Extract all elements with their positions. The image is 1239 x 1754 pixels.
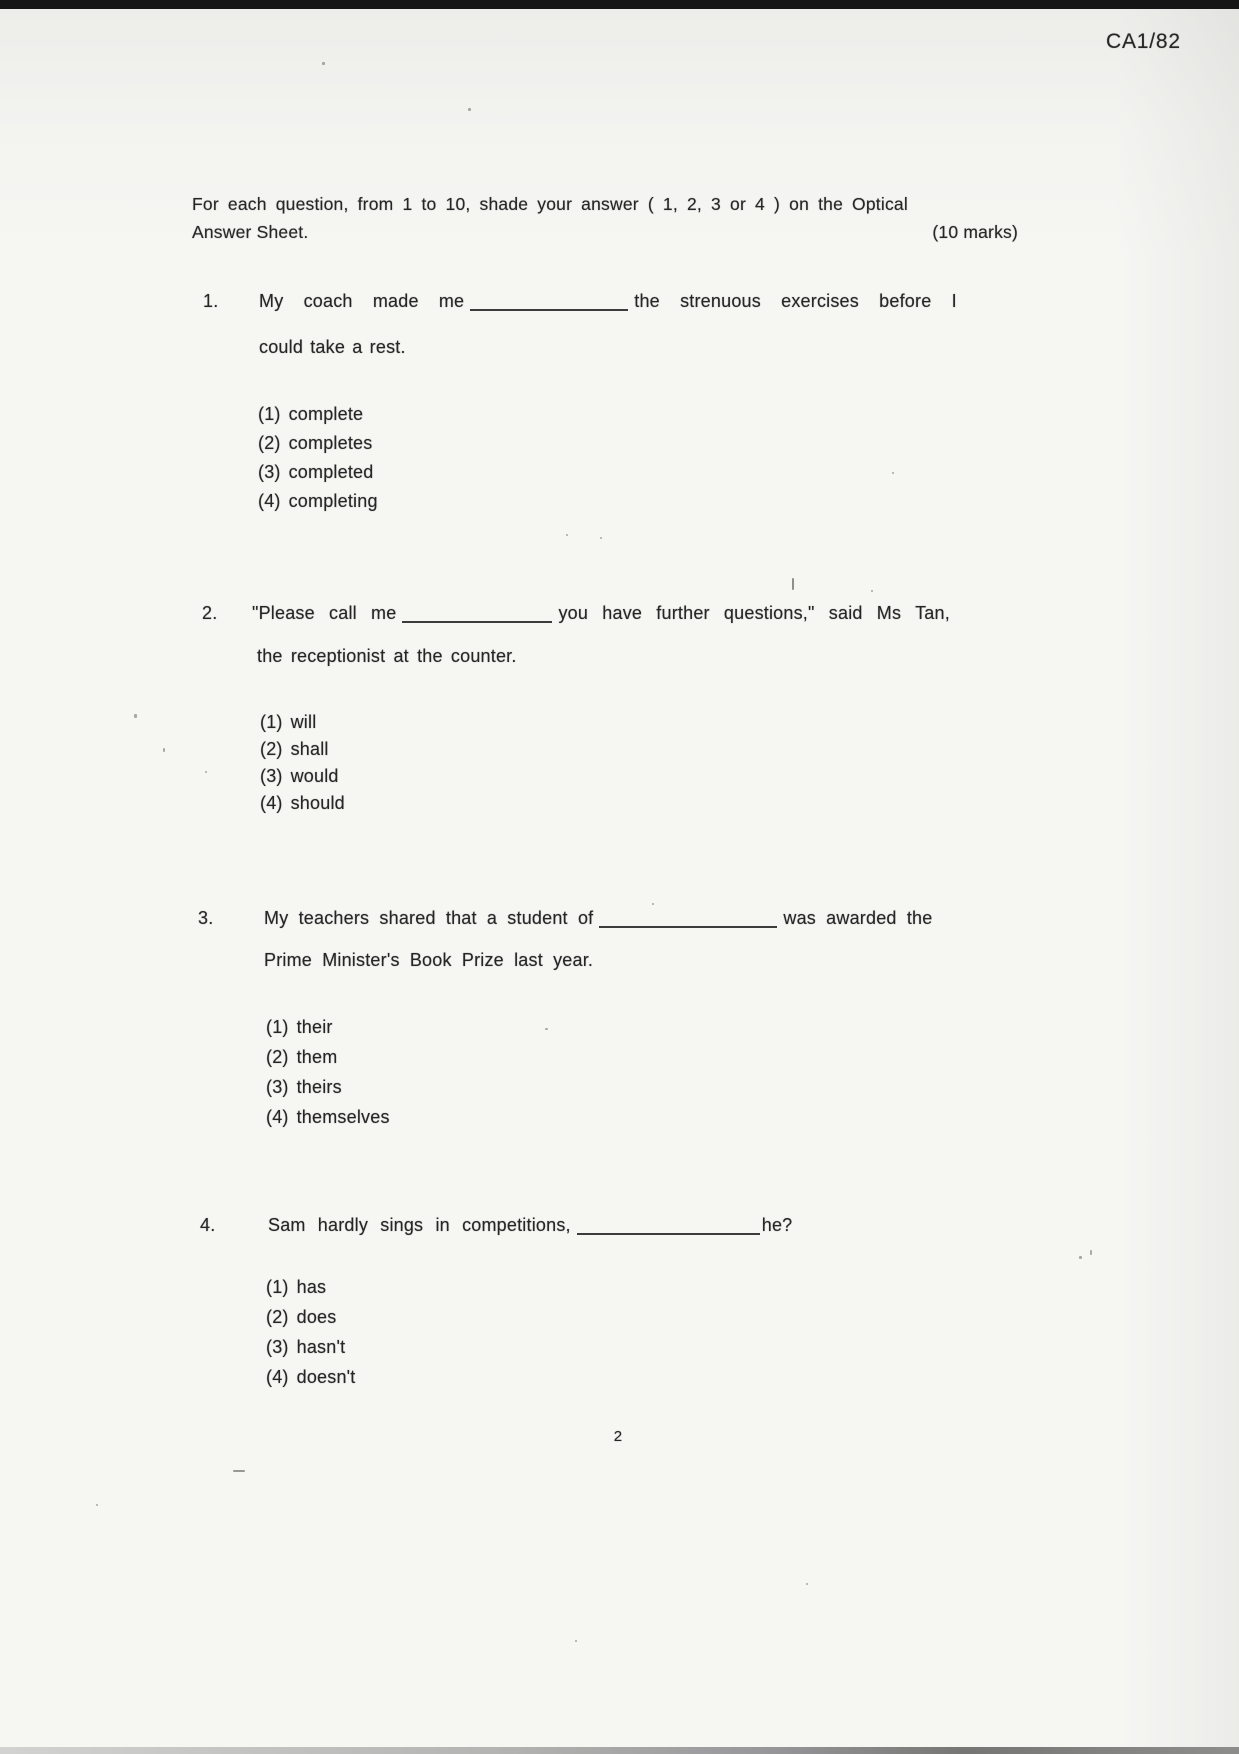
question-text-line2: could take a rest. (259, 337, 406, 357)
option-label: (1) (266, 1277, 289, 1297)
question-text-line1 (259, 291, 957, 312)
scan-speck (892, 472, 894, 474)
option-3 (260, 766, 345, 793)
option-label: (2) (258, 433, 281, 453)
scan-speck (575, 1640, 577, 1642)
option-2 (266, 1307, 356, 1337)
question-text-before-blank: My teachers shared that a student of (264, 908, 594, 928)
option-label: (2) (266, 1047, 289, 1067)
question-text-after-blank: you have further questions," said Ms Tan, (558, 603, 950, 623)
instructions-line1: For each question, from 1 to 10, shade your answer ( 1, 2, 3 or 4 ) on the Optical (192, 194, 908, 214)
option-text: shall (290, 739, 329, 759)
question-text-before-blank: "Please call me (252, 603, 397, 623)
option-4 (266, 1367, 356, 1397)
scan-speck (600, 537, 602, 539)
option-3 (266, 1337, 356, 1367)
option-2 (266, 1047, 390, 1077)
scan-speck (566, 534, 568, 536)
option-label: (4) (266, 1367, 289, 1387)
option-text: does (296, 1307, 337, 1327)
question-number: 3. (198, 908, 214, 928)
option-text: completes (288, 433, 373, 453)
marks-label: (10 marks) (932, 222, 1018, 242)
option-label: (3) (260, 766, 283, 786)
options-list (266, 1017, 390, 1137)
option-label: (3) (266, 1077, 289, 1097)
scan-artifact-bottom-bar (0, 1747, 1239, 1754)
option-text: complete (288, 404, 364, 424)
question-number: 1. (203, 291, 219, 311)
option-text: their (296, 1017, 333, 1037)
question-text-after-blank: he? (761, 1215, 793, 1235)
option-label: (2) (266, 1307, 289, 1327)
option-4 (260, 793, 345, 820)
options-list (266, 1277, 356, 1397)
page-number: 2 (613, 1428, 623, 1445)
paper-code: CA1/82 (1106, 30, 1181, 53)
question-text-line1 (264, 908, 932, 929)
option-label: (1) (258, 404, 281, 424)
scan-speck (792, 578, 794, 590)
question-text-line1 (252, 603, 950, 624)
option-1 (260, 712, 345, 739)
question-text-line1 (268, 1215, 792, 1236)
scan-speck (322, 62, 325, 65)
option-text: them (296, 1047, 338, 1067)
question-text-line2: Prime Minister's Book Prize last year. (264, 950, 594, 970)
question-text-before-blank: Sam hardly sings in competitions, (268, 1215, 571, 1235)
scan-speck (806, 1583, 808, 1585)
scan-speck (96, 1504, 98, 1506)
option-2 (258, 433, 378, 462)
scan-speck (163, 748, 165, 752)
option-text: will (290, 712, 317, 732)
scan-speck (134, 714, 137, 718)
option-text: theirs (296, 1077, 342, 1097)
scan-speck (545, 1028, 548, 1030)
options-list (260, 712, 345, 820)
option-text: has (296, 1277, 327, 1297)
question-text-after-blank: the strenuous exercises before I (634, 291, 957, 311)
scan-speck (871, 590, 873, 592)
question-text-before-blank: My coach made me (259, 291, 465, 311)
option-4 (266, 1107, 390, 1137)
option-label: (3) (266, 1337, 289, 1357)
scan-speck (205, 771, 207, 773)
scan-artifact-top-bar (0, 0, 1239, 9)
answer-blank (470, 294, 628, 311)
option-label: (2) (260, 739, 283, 759)
answer-blank (402, 606, 552, 623)
option-text: hasn't (296, 1337, 346, 1357)
option-label: (1) (260, 712, 283, 732)
question-text-after-blank: was awarded the (783, 908, 933, 928)
option-3 (258, 462, 378, 491)
option-2 (260, 739, 345, 766)
scan-speck (652, 903, 654, 905)
option-label: (4) (258, 491, 281, 511)
option-1 (258, 404, 378, 433)
option-1 (266, 1017, 390, 1047)
instructions-line2 (192, 218, 1018, 246)
scan-speck (468, 108, 471, 111)
option-text: should (290, 793, 345, 813)
scan-speck (1079, 1256, 1082, 1259)
option-text: would (290, 766, 339, 786)
question-number: 2. (202, 603, 218, 623)
instructions-line2-text: Answer Sheet. (192, 222, 309, 242)
scan-speck (233, 1470, 245, 1472)
answer-blank (599, 911, 777, 928)
answer-blank (577, 1218, 760, 1235)
option-text: doesn't (296, 1367, 356, 1387)
option-label: (4) (260, 793, 283, 813)
question-number: 4. (200, 1215, 216, 1235)
option-label: (1) (266, 1017, 289, 1037)
scan-speck (1090, 1250, 1092, 1255)
option-text: completing (288, 491, 378, 511)
question-text-line2: the receptionist at the counter. (257, 646, 517, 666)
instructions-block (192, 190, 1018, 246)
option-label: (4) (266, 1107, 289, 1127)
option-1 (266, 1277, 356, 1307)
option-text: completed (288, 462, 374, 482)
options-list (258, 404, 378, 520)
option-3 (266, 1077, 390, 1107)
option-4 (258, 491, 378, 520)
option-label: (3) (258, 462, 281, 482)
option-text: themselves (296, 1107, 390, 1127)
